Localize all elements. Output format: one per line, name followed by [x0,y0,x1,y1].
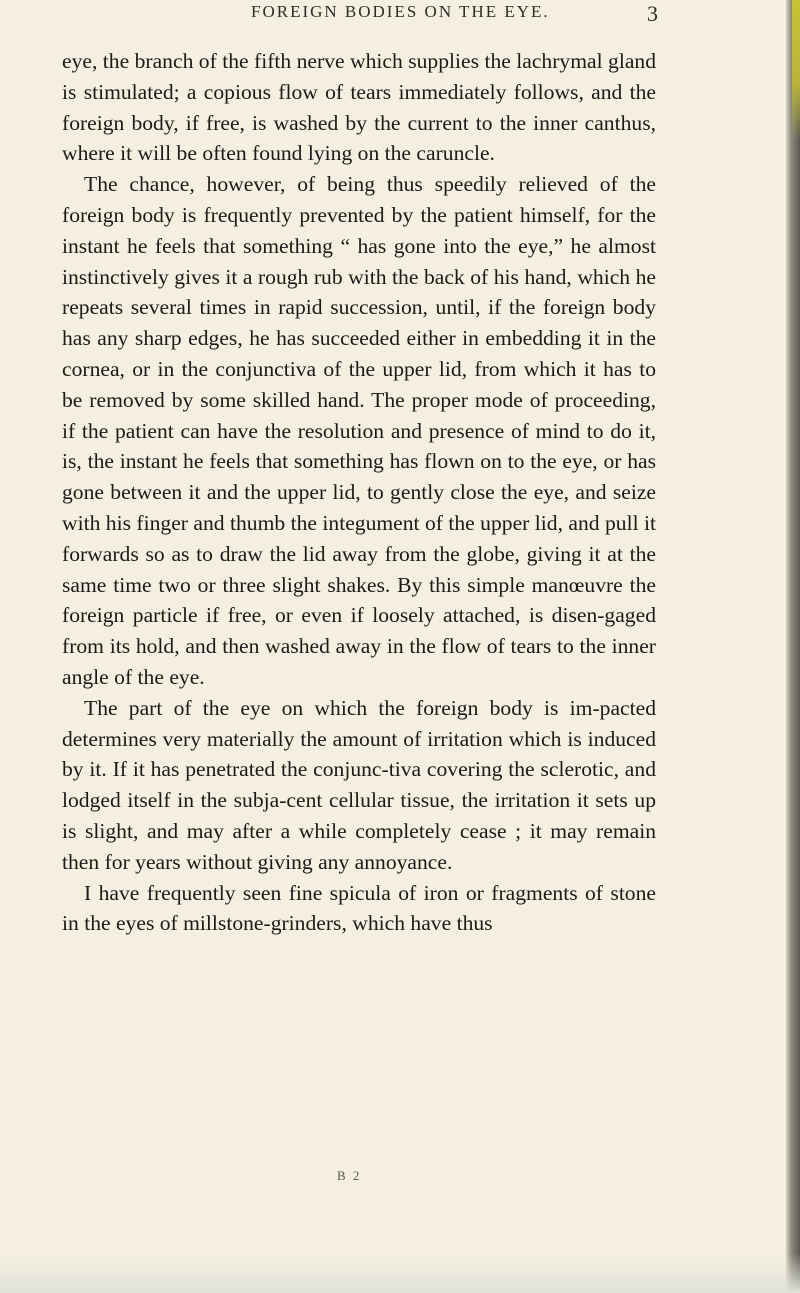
paragraph-1: eye, the branch of the fifth nerve which supplies the lachrymal gland is stimulated; a copious flow of tears immediately follows, and the foreign body, if free, is washed by the current to the inner canthus, where it will be often found lying on the caruncle. [62,49,656,166]
page-number: 3 [647,1,658,26]
running-head-title: FOREIGN BODIES ON THE EYE. [251,2,550,21]
page-edge-shadow [786,0,800,1293]
body-text [62,46,656,939]
page-edge-tint [792,0,800,140]
page-bottom-fade [0,1253,800,1293]
paragraph-4: I have frequently seen fine spicula of iron or fragments of stone in the eyes of millstone-grinders, which have thus [62,880,656,936]
paragraph-2: The chance, however, of being thus speedily relieved of the foreign body is frequently prevented by the patient himself, for the instant he feels that something “ has gone into the eye,” he almost instinctively gives it a rough rub with the back of his hand, which he repeats several times in rapid succession, until, if the foreign body has any sharp edges, he has succeeded either in embedding it in the cornea, or in the conjunctiva of the upper lid, from which it has to be removed by some skilled hand. The proper mode of proceeding, if the patient can have the resolution and presence of mind to do it, is, the instant he feels that something has flown on to the eye, or has gone between it and the upper lid, to gently close the eye, and seize with his finger and thumb the integument of the upper lid, and pull it forwards so as to draw the lid away from the globe, giving it at the same time two or three slight shakes. By this simple manœuvre the foreign particle if free, or even if loosely attached, is disen-gaged from its hold, and then washed away in the flow of tears to the inner angle of the eye. [62,172,656,689]
paragraph-3: The part of the eye on which the foreign body is im-pacted determines very materially the amount of irritation which is induced by it. If it has penetrated the conjunc-tiva covering the sclerotic, and lodged itself in the subja-cent cellular tissue, the irritation it sets up is slight, and may after a while completely cease ; it may remain then for years without giving any annoyance. [62,695,656,874]
signature-mark: B 2 [337,1168,362,1183]
